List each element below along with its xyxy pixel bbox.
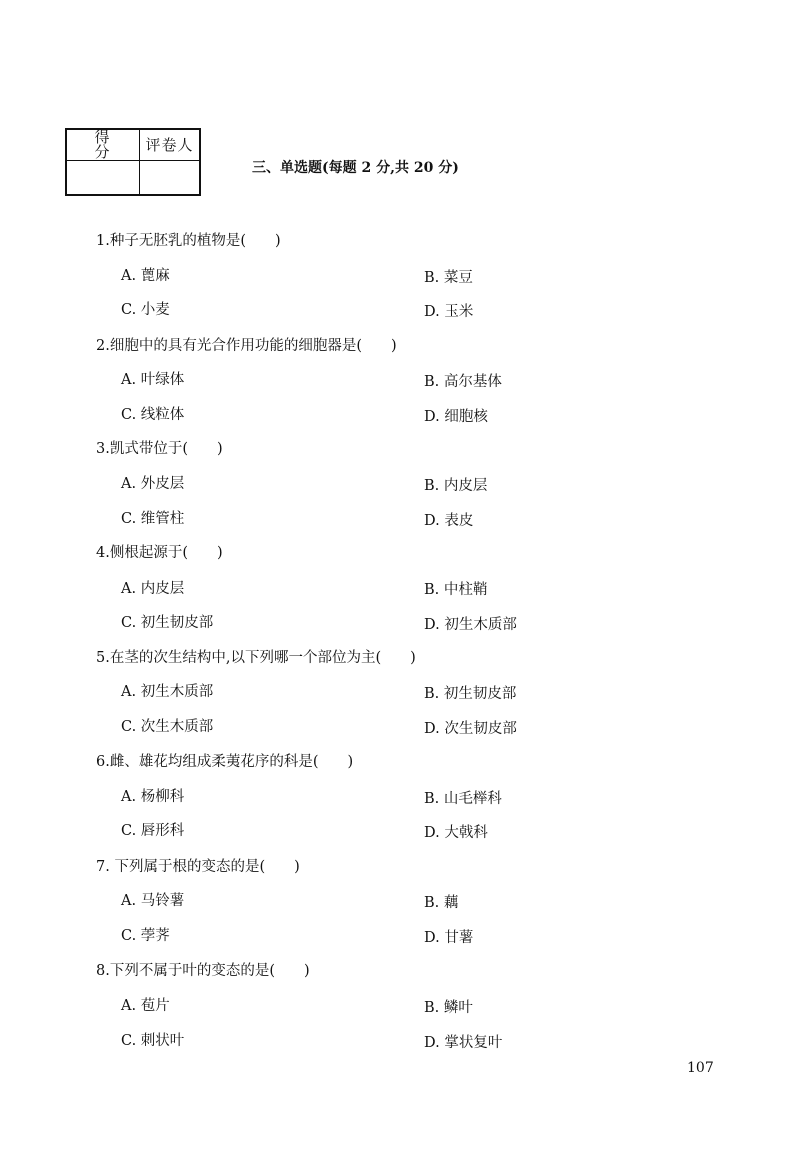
question-5-option-b: B. 初生韧皮部 (424, 686, 517, 702)
question-4-option-a: A. 内皮层 (121, 581, 185, 597)
question-6-option-b: B. 山毛榉科 (424, 791, 502, 807)
question-1-option-c: C. 小麦 (121, 302, 170, 318)
question-3-option-a: A. 外皮层 (121, 476, 185, 492)
question-2-option-c: C. 线粒体 (121, 407, 185, 423)
question-7-stem: 7. 下列属于根的变态的是( ) (96, 859, 300, 875)
question-7-option-b: B. 藕 (424, 895, 459, 911)
question-2-option-d: D. 细胞核 (424, 409, 488, 425)
question-6-option-c: C. 唇形科 (121, 823, 185, 839)
question-8-option-b: B. 鳞叶 (424, 1000, 473, 1016)
question-5-stem: 5.在茎的次生结构中,以下列哪一个部位为主( ) (96, 650, 416, 666)
question-3-stem: 3.凯式带位于( ) (96, 441, 223, 457)
question-1-stem: 1.种子无胚乳的植物是( ) (96, 233, 281, 249)
question-5-option-d: D. 次生韧皮部 (424, 721, 517, 737)
question-7-option-c: C. 荸荠 (121, 928, 170, 944)
question-3-option-d: D. 表皮 (424, 513, 474, 529)
score-box (65, 128, 201, 196)
grader-cell (140, 161, 201, 196)
question-3-option-b: B. 内皮层 (424, 478, 488, 494)
section-title: 三、单选题(每题 2 分,共 20 分) (252, 160, 459, 176)
question-6-stem: 6.雌、雄花均组成柔荑花序的科是( ) (96, 754, 354, 770)
question-8-option-c: C. 刺状叶 (121, 1033, 185, 1049)
question-6-option-d: D. 大戟科 (424, 825, 488, 841)
question-1-option-d: D. 玉米 (424, 304, 474, 320)
score-header: 得 分 (66, 129, 140, 161)
question-8-option-a: A. 苞片 (121, 998, 170, 1014)
question-4-option-b: B. 中柱鞘 (424, 582, 488, 598)
page-number: 107 (687, 1060, 714, 1076)
question-4-option-d: D. 初生木质部 (424, 617, 517, 633)
grader-header: 评卷人 (140, 129, 201, 161)
question-5-option-a: A. 初生木质部 (121, 684, 214, 700)
question-8-option-d: D. 掌状复叶 (424, 1035, 503, 1051)
question-2-option-a: A. 叶绿体 (121, 372, 185, 388)
question-8-stem: 8.下列不属于叶的变态的是( ) (96, 963, 310, 979)
question-7-option-a: A. 马铃薯 (121, 893, 185, 909)
question-2-option-b: B. 高尔基体 (424, 374, 502, 390)
question-2-stem: 2.细胞中的具有光合作用功能的细胞器是( ) (96, 338, 397, 354)
question-4-option-c: C. 初生韧皮部 (121, 615, 214, 631)
score-cell (66, 161, 140, 196)
question-7-option-d: D. 甘薯 (424, 930, 474, 946)
question-3-option-c: C. 维管柱 (121, 511, 185, 527)
question-1-option-b: B. 菜豆 (424, 270, 473, 286)
question-1-option-a: A. 蓖麻 (121, 268, 170, 284)
question-4-stem: 4.侧根起源于( ) (96, 545, 223, 561)
question-5-option-c: C. 次生木质部 (121, 719, 214, 735)
question-6-option-a: A. 杨柳科 (121, 789, 185, 805)
